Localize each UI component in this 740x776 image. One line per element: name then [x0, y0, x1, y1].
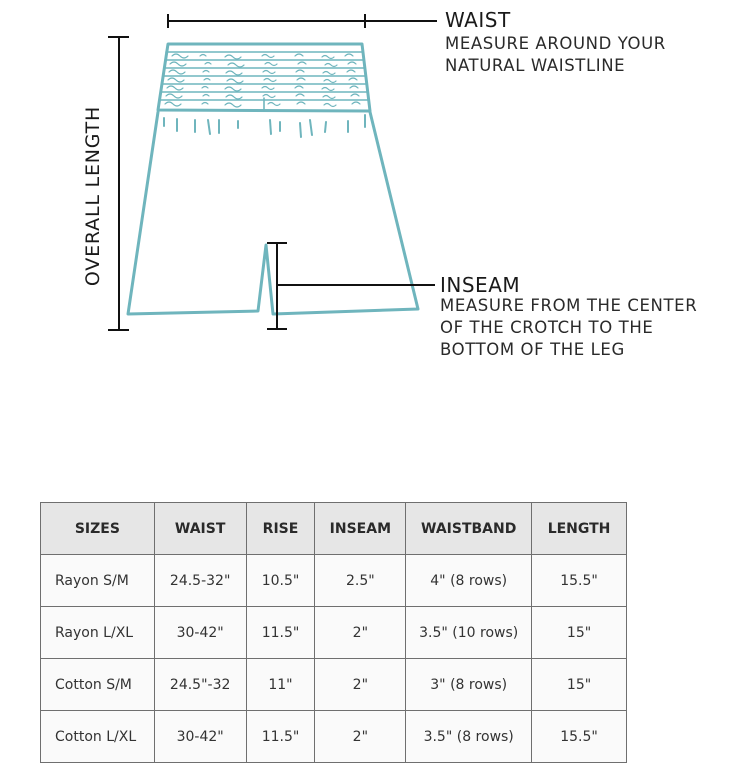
waist-description-line: NATURAL WAISTLINE — [445, 56, 626, 75]
header-waist: WAIST — [154, 503, 246, 555]
header-rise: RISE — [246, 503, 315, 555]
table-row — [41, 607, 627, 659]
waist-cell: 24.5-32" — [154, 555, 246, 607]
waist-cell: 24.5"-32 — [154, 659, 246, 711]
inseam-description-line: BOTTOM OF THE LEG — [440, 340, 625, 359]
rise-cell: 11" — [246, 659, 315, 711]
waistband-cell: 3" (8 rows) — [406, 659, 532, 711]
shorts-illustration — [128, 44, 418, 314]
table-row — [41, 555, 627, 607]
shorts-body-outline — [128, 112, 418, 314]
waistband-cell: 3.5" (8 rows) — [406, 711, 532, 763]
size-chart-table — [40, 502, 627, 763]
overall-length-label: OVERALL LENGTH — [82, 105, 104, 287]
table-row — [41, 711, 627, 763]
rise-cell: 10.5" — [246, 555, 315, 607]
waist-label: WAIST — [445, 8, 511, 32]
waist-cell: 30-42" — [154, 607, 246, 659]
measurement-lines — [108, 14, 437, 330]
table-header-row — [41, 503, 627, 555]
header-inseam: INSEAM — [315, 503, 406, 555]
length-cell: 15.5" — [532, 711, 627, 763]
inseam-label: INSEAM — [440, 273, 521, 297]
inseam-cell: 2" — [315, 659, 406, 711]
header-waistband: WAISTBAND — [406, 503, 532, 555]
inseam-description-line: MEASURE FROM THE CENTER — [440, 296, 698, 315]
waist-description — [445, 33, 666, 77]
waistband-cell: 3.5" (10 rows) — [406, 607, 532, 659]
waistband-rows — [160, 52, 369, 111]
length-cell: 15" — [532, 607, 627, 659]
waistband-cell: 4" (8 rows) — [406, 555, 532, 607]
length-cell: 15" — [532, 659, 627, 711]
inseam-cell: 2" — [315, 607, 406, 659]
size-cell: Cotton L/XL — [41, 711, 155, 763]
size-cell: Cotton S/M — [41, 659, 155, 711]
header-sizes: SIZES — [41, 503, 155, 555]
inseam-description — [440, 295, 697, 361]
inseam-description-line: OF THE CROTCH TO THE — [440, 318, 654, 337]
inseam-cell: 2.5" — [315, 555, 406, 607]
header-length: LENGTH — [532, 503, 627, 555]
waist-cell: 30-42" — [154, 711, 246, 763]
table-row — [41, 659, 627, 711]
rise-cell: 11.5" — [246, 607, 315, 659]
gather-marks — [164, 115, 365, 137]
length-cell: 15.5" — [532, 555, 627, 607]
waist-description-line: MEASURE AROUND YOUR — [445, 34, 666, 53]
size-cell: Rayon L/XL — [41, 607, 155, 659]
rise-cell: 11.5" — [246, 711, 315, 763]
waistband-texture — [165, 54, 360, 107]
size-cell: Rayon S/M — [41, 555, 155, 607]
inseam-cell: 2" — [315, 711, 406, 763]
